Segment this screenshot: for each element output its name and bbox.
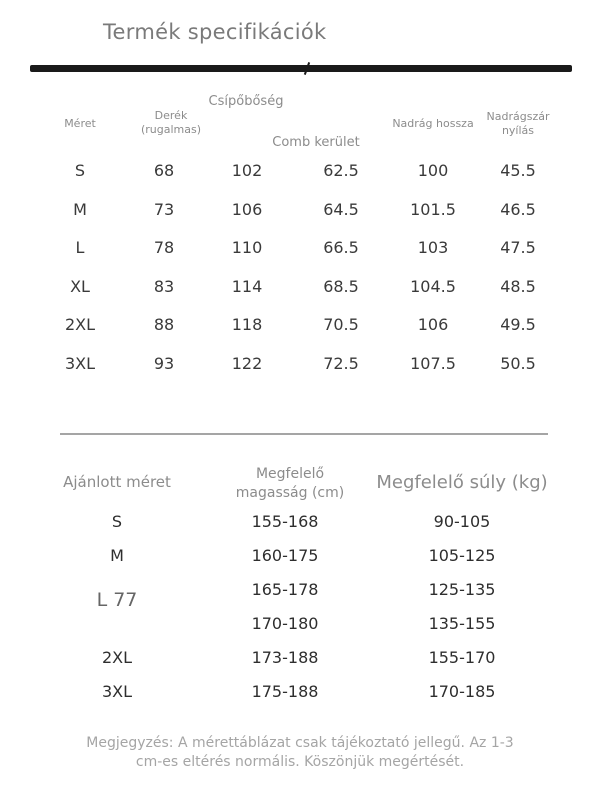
section-divider <box>60 433 548 435</box>
size-cell-thigh: 66.5 <box>323 238 359 257</box>
size-cell-length: 104.5 <box>410 277 456 296</box>
header-recommended-size: Ajánlott méret <box>63 473 171 491</box>
header-thigh: Comb kerület <box>272 135 360 150</box>
footnote-line1: Megjegyzés: A mérettáblázat csak tájékoztató jellegű. Az 1-3 <box>86 735 514 751</box>
size-cell-length: 107.5 <box>410 354 456 373</box>
recommend-cell-height: 155-168 <box>251 512 319 531</box>
size-cell-waist: 78 <box>153 238 175 257</box>
page-title: Termék specifikációk <box>103 20 327 44</box>
header-waist-line1: Derék <box>154 109 188 122</box>
recommend-cell-height: 160-175 <box>251 546 319 565</box>
size-cell-length: 103 <box>417 238 449 257</box>
size-cell-waist: 93 <box>153 354 175 373</box>
size-cell-hip: 102 <box>231 161 263 180</box>
size-cell-waist: 83 <box>153 277 175 296</box>
header-suitable-weight: Megfelelő súly (kg) <box>376 472 548 493</box>
footnote <box>0 734 600 772</box>
recommend-cell-size: L 77 <box>96 589 138 611</box>
recommend-cell-size: S <box>111 512 123 531</box>
recommend-cell-height: 173-188 <box>251 648 319 667</box>
header-size: Méret <box>64 117 96 130</box>
recommend-cell-weight: 135-155 <box>428 614 496 633</box>
size-cell-leg-opening: 50.5 <box>500 354 536 373</box>
recommend-cell-weight: 155-170 <box>428 648 496 667</box>
recommend-cell-weight: 90-105 <box>433 512 491 531</box>
header-suitable-height-line2: magasság (cm) <box>235 485 345 501</box>
size-cell-waist: 88 <box>153 315 175 334</box>
size-cell-leg-opening: 46.5 <box>500 200 536 219</box>
size-cell-length: 100 <box>417 161 449 180</box>
recommend-cell-size: 3XL <box>101 682 133 701</box>
size-cell-thigh: 72.5 <box>323 354 359 373</box>
size-cell-size: XL <box>70 277 90 296</box>
size-cell-leg-opening: 49.5 <box>500 315 536 334</box>
size-cell-leg-opening: 45.5 <box>500 161 536 180</box>
size-cell-thigh: 68.5 <box>323 277 359 296</box>
header-leg-opening-line1: Nadrágszár <box>486 110 550 123</box>
size-cell-thigh: 62.5 <box>323 161 359 180</box>
size-cell-waist: 68 <box>153 161 175 180</box>
size-cell-length: 101.5 <box>410 200 456 219</box>
footnote-line2: cm-es eltérés normális. Köszönjük megértését. <box>135 754 465 770</box>
size-cell-leg-opening: 48.5 <box>500 277 536 296</box>
size-cell-size: L <box>75 238 85 257</box>
size-cell-size: M <box>73 200 87 219</box>
size-cell-thigh: 70.5 <box>323 315 359 334</box>
size-cell-size: S <box>74 161 86 180</box>
size-cell-hip: 106 <box>231 200 263 219</box>
size-cell-hip: 122 <box>231 354 263 373</box>
size-cell-hip: 114 <box>231 277 263 296</box>
recommend-cell-weight: 170-185 <box>428 682 496 701</box>
recommend-cell-height: 175-188 <box>251 682 319 701</box>
header-suitable-height <box>236 465 344 503</box>
recommend-cell-height: 165-178 <box>251 580 319 599</box>
header-hip: Csípőbőség <box>208 94 284 109</box>
size-cell-hip: 118 <box>231 315 263 334</box>
header-waist <box>141 109 201 137</box>
size-cell-waist: 73 <box>153 200 175 219</box>
recommend-cell-height: 170-180 <box>251 614 319 633</box>
header-length: Nadrág hossza <box>392 117 474 130</box>
header-suitable-height-line1: Megfelelő <box>255 466 325 482</box>
header-leg-opening-line2: nyílás <box>501 124 535 137</box>
recommend-cell-weight: 125-135 <box>428 580 496 599</box>
size-cell-size: 3XL <box>64 354 96 373</box>
size-cell-size: 2XL <box>64 315 96 334</box>
recommend-cell-size: 2XL <box>101 648 133 667</box>
recommend-cell-size: M <box>110 546 124 565</box>
recommend-cell-weight: 105-125 <box>428 546 496 565</box>
title-divider <box>30 65 572 72</box>
size-cell-length: 106 <box>417 315 449 334</box>
header-waist-line2: (rugalmas) <box>140 123 202 136</box>
header-leg-opening <box>487 110 550 138</box>
size-cell-hip: 110 <box>231 238 263 257</box>
size-cell-thigh: 64.5 <box>323 200 359 219</box>
size-cell-leg-opening: 47.5 <box>500 238 536 257</box>
